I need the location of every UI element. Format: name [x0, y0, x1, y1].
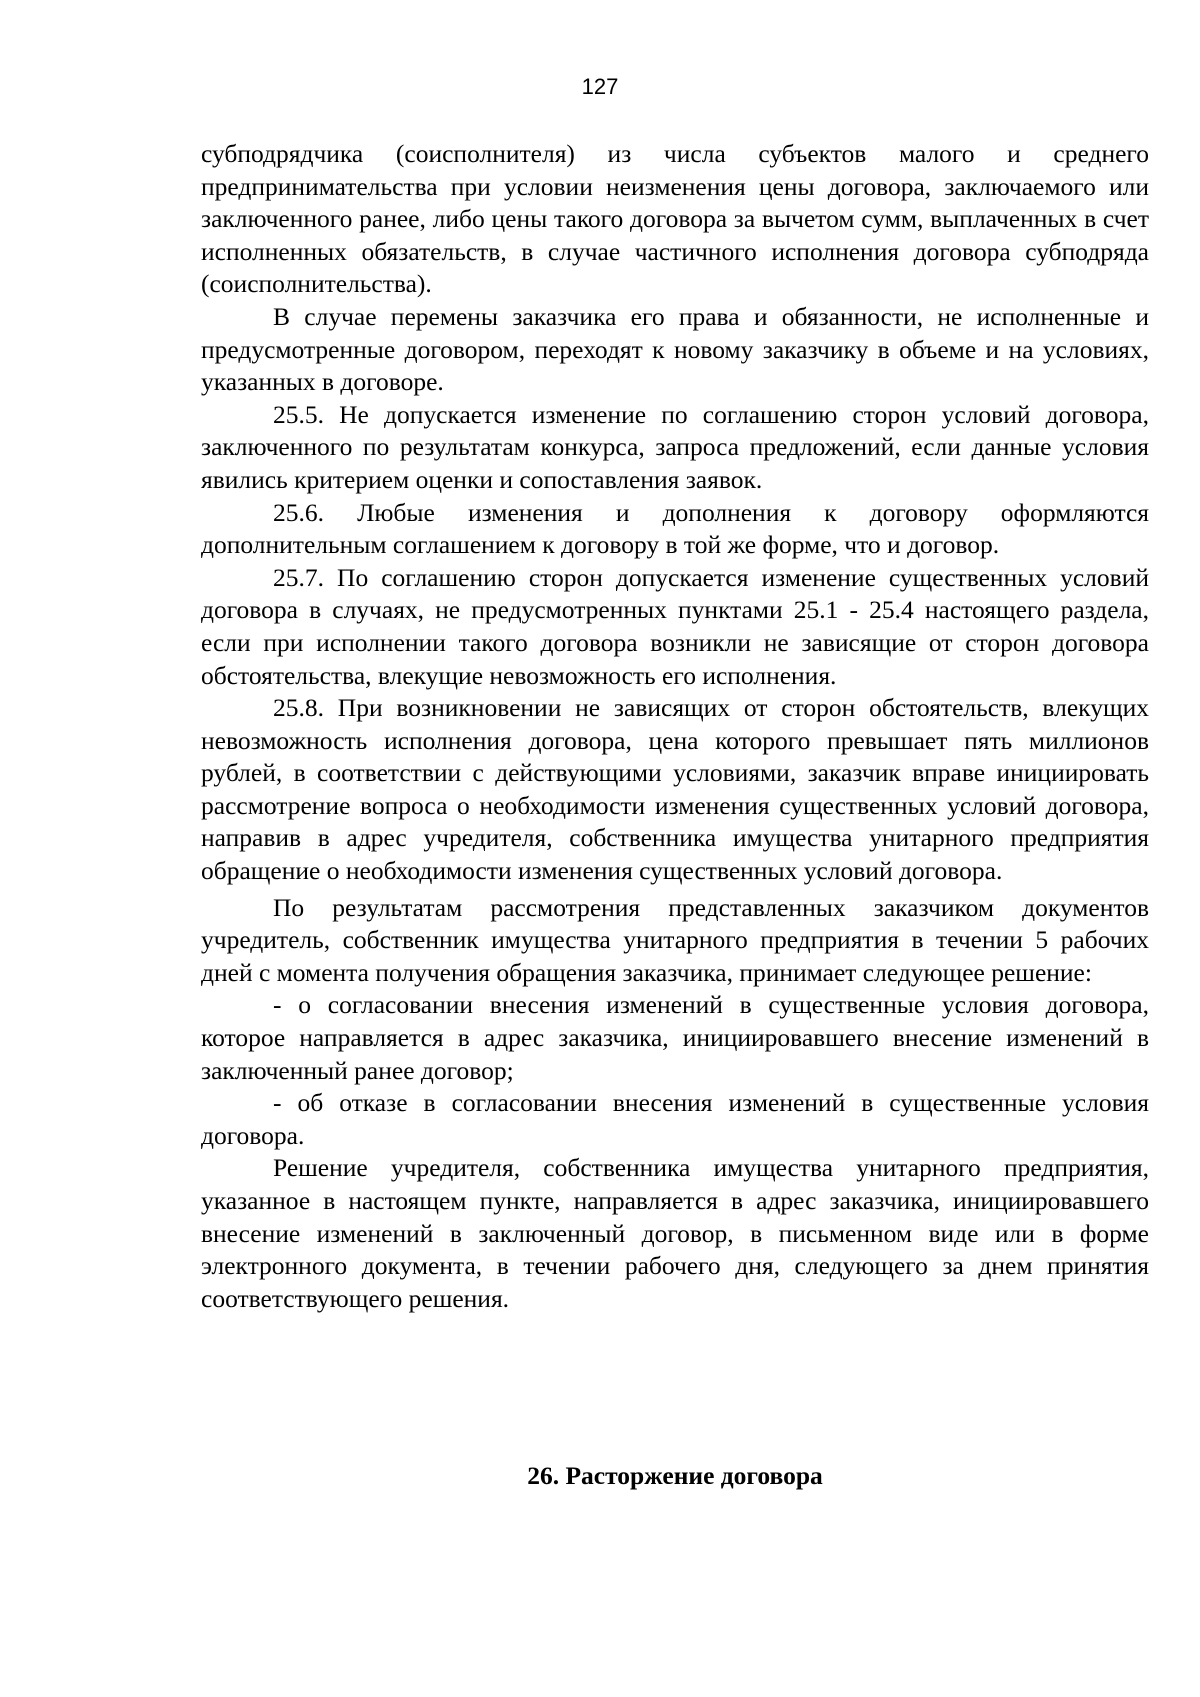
- list-item-approval: - о согласовании внесения изменений в существенные условия договора, которое направляется в адрес заказчика, инициировавшего внесение изменений в заключенный ранее договор;: [201, 990, 1149, 1085]
- paragraph-decision-delivery: Решение учредителя, собственника имущества унитарного предприятия, указанное в настоящем пункте, направляется в адрес заказчика, инициировавшего внесение изменений в заключенный договор, в письменном виде или в форме электронного документа, в течении рабочего дня, следующего за днем принятия соответствующего решения.: [201, 1153, 1149, 1313]
- section-heading: 26. Расторжение договора: [527, 1461, 823, 1490]
- paragraph-review-results: По результатам рассмотрения представленных заказчиком документов учредитель, собственник имущества унитарного предприятия в течении 5 рабочих дней с момента получения обращения заказчика, принимает следующее решение:: [201, 892, 1149, 987]
- paragraph-25-7: 25.7. По соглашению сторон допускается изменение существенных условий договора в случаях, не предусмотренных пунктами 25.1 - 25.4 настоящего раздела, если при исполнении такого договора возникли не зависящие от сторон договора обстоятельства, влекущие невозможность его исполнения.: [201, 562, 1149, 690]
- list-item-refusal: - об отказе в согласовании внесения изменений в существенные условия договора.: [201, 1088, 1149, 1150]
- paragraph-25-5: 25.5. Не допускается изменение по соглашению сторон условий договора, заключенного по результатам конкурса, запроса предложений, если данные условия явились критерием оценки и сопоставления заявок.: [201, 399, 1149, 494]
- paragraph-25-8: 25.8. При возникновении не зависящих от сторон обстоятельств, влекущих невозможность исполнения договора, цена которого превышает пять миллионов рублей, в соответствии с действующими условиями, заказчик вправе инициировать рассмотрение вопроса о необходимости изменения существенных условий договора, направив в адрес учредителя, собственника имущества унитарного предприятия обращение о необходимости изменения существенных условий договора.: [201, 693, 1149, 886]
- paragraph-25-6: 25.6. Любые изменения и дополнения к договору оформляются дополнительным соглашением к договору в той же форме, что и договор.: [201, 497, 1149, 560]
- paragraph-subcontractor-continuation: субподрядчика (соисполнителя) из числа субъектов малого и среднего предпринимательства при условии неизменения цены договора, заключаемого или заключенного ранее, либо цены такого договора за вычетом сумм, выплаченных в счет исполненных обязательств, в случае частичного исполнения договора субподряда (соисполнительства).: [201, 139, 1149, 299]
- paragraph-customer-change: В случае перемены заказчика его права и обязанности, не исполненные и предусмотренные договором, переходят к новому заказчику в объеме и на условиях, указанных в договоре.: [201, 301, 1149, 397]
- document-body: [201, 138, 1149, 1315]
- page-number: 127: [581, 74, 619, 99]
